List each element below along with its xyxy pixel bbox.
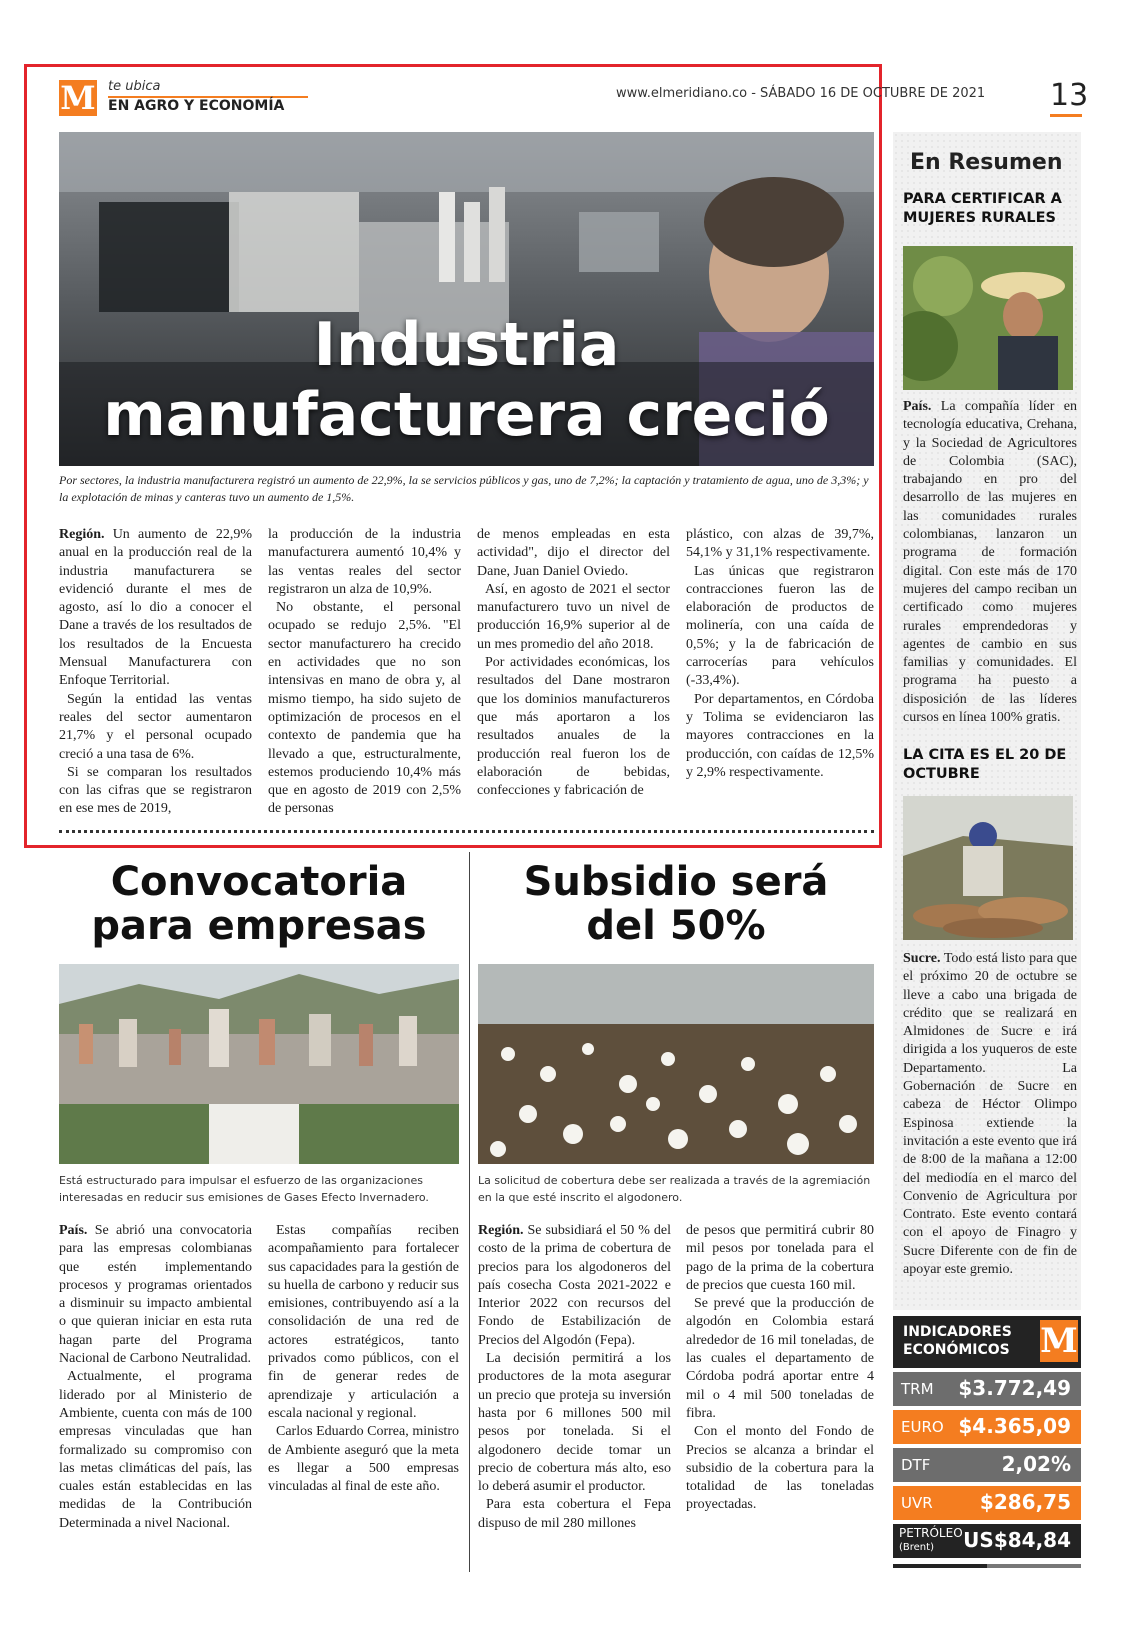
sidebar-title: En Resumen (910, 150, 1063, 175)
indicators-title-line-1: INDICADORES (903, 1324, 1012, 1340)
indicator-value: 2,02% (1001, 1452, 1071, 1476)
paragraph: Así, en agosto de 2021 el sector manufacturero tuvo un nivel de producción 16,9% superior al de un mes promedio del año 2018. (477, 581, 670, 652)
headline-line-2: manufacturera creció (103, 380, 830, 450)
paragraph (478, 1222, 671, 1350)
section-name: EN AGRO Y ECONOMÍA (108, 98, 285, 114)
sidebar-headline-1: PARA CERTIFICAR A MUJERES RURALES (903, 191, 1062, 226)
indicator-euro (893, 1410, 1081, 1444)
photo-caption-subsidio: La solicitud de cobertura debe ser realizada a través de la agremiación en la que esté inscrito el algodonero. (478, 1174, 871, 1204)
indicator-uvr (893, 1486, 1081, 1520)
headline-convocatoria (59, 860, 459, 948)
headline-subsidio (478, 860, 874, 948)
subsidio-column-1 (478, 1222, 671, 1533)
lead-story-column-3 (477, 526, 670, 800)
paragraph: plástico, con alzas de 39,7%, 54,1% y 31,1% respectivamente. (686, 527, 874, 561)
indicator-label-sub: (Brent) (899, 1542, 934, 1553)
lead-story-column-1 (59, 526, 252, 819)
indicator-value: $286,75 (979, 1490, 1071, 1514)
paragraph: de pesos que permitirá cubrir 80 mil pesos por tonelada para el pago de la prima de la cobertura de precios que cuesta 160 mil. (686, 1223, 874, 1293)
photo-rural-woman (903, 246, 1073, 390)
hero-caption: Por sectores, la industria manufacturera registró un aumento de 22,9%, la se servicios públicos y gas, uno de 7,2%; la captación y tratamiento de agua, uno de 3,3%; y la explotación de minas y canteras tuvo un aumento de 1,5%. (59, 473, 869, 504)
section-tagline: te ubica (108, 79, 161, 94)
sidebar-headline-2: LA CITA ES EL 20 DE OCTUBRE (903, 747, 1067, 782)
lead-story-column-2 (268, 526, 461, 819)
paragraph (59, 1222, 252, 1368)
newspaper-logo: M (60, 79, 96, 117)
headline-line-2: para empresas (91, 903, 427, 949)
indicators-logo: M (1040, 1321, 1078, 1361)
headline-line-1: Industria (313, 310, 620, 380)
photo-medellin-city (59, 964, 459, 1164)
paragraph: Según la entidad las ventas reales del sector aumentaron 21,7% y el personal ocupado creció a una tasa de 6%. (59, 691, 252, 762)
indicator-label: UVR (901, 1494, 933, 1512)
paragraph (903, 398, 1077, 727)
indicators-title (903, 1323, 1012, 1359)
paragraph: de menos empleadas en esta actividad", dijo el director del Dane, Juan Daniel Oviedo. (477, 527, 670, 579)
photo-yuca-farmer (903, 796, 1073, 940)
headline-line-2: del 50% (586, 903, 766, 949)
paragraph: Con el monto del Fondo de Precios se alcanza a brindar el subsidio de la cobertura para la totalidad de las toneladas proyectadas. (686, 1424, 874, 1513)
column-divider (469, 852, 470, 1572)
indicator-label: DTF (901, 1456, 931, 1474)
lead-story-column-4 (686, 526, 874, 782)
headline-line-1: Subsidio será (523, 859, 829, 905)
page-number-rule (1050, 114, 1082, 117)
headline-line-1: Convocatoria (110, 859, 408, 905)
paragraph: Si se comparan los resultados con las cifras que se registraron en ese mes de 2019, (59, 764, 252, 817)
subsidio-column-2 (686, 1222, 874, 1515)
paragraph-text: La compañía líder en tecnología educativa, Crehana, y la Sociedad de Agricultores de Colombia (SAC), trabajando en pro del desarrollo de las mujeres en las comunidades rurales colombianas, lanzaron un programa de formación digital. Con este más de 170 mujeres del campo reciban un certificado como mujeres rurales emprendedoras y agentes de cambio en sus familias y comunidades. El programa ha puesto a disposición de las líderes cursos en línea 100% gratis. (903, 399, 1077, 726)
paragraph: Para esta cobertura el Fepa dispuso de mil 280 millones (478, 1497, 671, 1531)
paragraph: Se prevé que la producción de algodón en Colombia estará alrededor de 16 mil toneladas, de las cuales el departamento de Córdoba podrá aportar entre 4 mil o 4 mil 500 toneladas de fibra. (686, 1296, 874, 1421)
indicators-title-line-2: ECONÓMICOS (903, 1342, 1010, 1358)
paragraph: No obstante, el personal ocupado se redujo 2,5%. "El sector manufacturero ha crecido en actividades que no son intensivas en mano de obra y, al mismo tiempo, ha sido sujeto de optimización de procesos en el contexto de pandemia que ha llevado a que, estructuralmente, estemos produciendo 10,4% más que en agosto de 2019 con 2,5% de personas (268, 600, 461, 817)
indicator-value: $4.365,09 (958, 1414, 1071, 1438)
paragraph-text: Todo está listo para que el próximo 20 de octubre se lleve a cabo una brigada de crédito que se realizará en Almidones de Sucre e irá dirigida a los yuqueros de este Departamento. La Gobernación de Sucre en cabeza de Héctor Olimpo Espinosa extiende la invitación a este evento que irá de 8:00 de la mañana a 12:00 del mediodía en el marco del Convenio de Agricultura por Contrato. Este evento contará con el apoyo de Finagro y Sucre Diferente con de fin de apoyar este gremio. (903, 951, 1077, 1278)
paragraph (903, 950, 1077, 1279)
indicators-bottom-rule (893, 1564, 1081, 1568)
convocatoria-column-1 (59, 1222, 252, 1533)
paragraph: Actualmente, el programa liderado por al Ministerio de Ambiente, cuenta con más de 100 empresas vinculadas que han formalizado su compromiso con las metas climáticas del país, las cuales están establecidas en las medidas de la Contribución Determinada a nivel Nacional. (59, 1369, 252, 1531)
headline-industria (59, 310, 874, 450)
indicator-petroleo (893, 1524, 1081, 1558)
page-number: 13 (1050, 78, 1089, 113)
paragraph: Carlos Eduardo Correa, ministro de Ambiente aseguró que la meta es llegar a 500 empresas vinculadas al final de este año. (268, 1424, 459, 1495)
dateline: Región. (478, 1223, 524, 1238)
paragraph-text: Se abrió una convocatoria para las empresas colombianas que estén implementando procesos y programas orientados a disminuir su impacto ambiental o que quieran iniciar en esta ruta hagan parte del Programa Nacional de Carbono Neutralidad. (59, 1223, 252, 1367)
convocatoria-column-2 (268, 1222, 459, 1496)
paragraph: Por actividades económicas, los resultados del Dane mostraron que los dominios manufactureros que más aportaron a los resultados anuales de la producción real fueron los de elaboración de bebidas, confecciones y fabricación de (477, 655, 670, 799)
photo-caption-convocatoria: Está estructurado para impulsar el esfuerzo de las organizaciones interesadas en reducir sus emisiones de Gases Efecto Invernadero. (59, 1174, 429, 1204)
indicator-trm (893, 1372, 1081, 1406)
indicator-value: US$84,84 (963, 1528, 1071, 1552)
paragraph: Por departamentos, en Córdoba y Tolima se evidenciaron las mayores contracciones en la producción, con caídas de 12,5% y 2,9% respectivamente. (686, 691, 874, 780)
indicator-dtf (893, 1448, 1081, 1482)
paragraph: Estas compañías reciben acompañamiento para fortalecer sus capacidades para la gestión de su huella de carbono y reducir sus emisiones, contribuyendo así a la consolidación de una red de actores estratégicos, tanto privados como públicos, con el fin de generar redes de aprendizaje y articulación a escala nacional y regional. (268, 1223, 459, 1421)
paragraph (59, 526, 252, 691)
indicator-value: $3.772,49 (958, 1376, 1071, 1400)
indicator-label: TRM (901, 1380, 934, 1398)
dateline: Sucre. (903, 951, 941, 966)
paragraph: La decisión permitirá a los productores de la mota asegurar un precio que proteja su inversión hasta por 6 millones 500 mil pesos por tonelada. Si el algodonero decide tomar un precio de cobertura más alto, eso lo deberá asumir el productor. (478, 1351, 671, 1495)
sidebar-text-2 (903, 950, 1077, 1279)
sidebar-text-1 (903, 398, 1077, 727)
site-and-date: www.elmeridiano.co - SÁBADO 16 DE OCTUBRE DE 2021 (616, 86, 986, 101)
paragraph: la producción de la industria manufacturera aumentó 10,4% y las ventas reales del sector registraron un alza de 10,9%. (268, 527, 461, 597)
paragraph-text: Se subsidiará el 50 % del costo de la prima de cobertura de precios para los algodoneros del país cosecha Costa 2021-2022 e Interior 2022 con recursos del Fondo de Estabilización de Precios del Algodón (Fepa). (478, 1223, 671, 1348)
dotted-divider (59, 830, 874, 833)
indicator-label (899, 1527, 963, 1554)
paragraph-text: Un aumento de 22,9% anual en la producción real de la industria manufacturera se evidenció durante el mes de agosto, así lo dio a conocer el Dane a través de los resultados de los resultados de la Encuesta Mensual Manufacturera con Enfoque Territorial. (59, 527, 252, 689)
dateline: País. (903, 399, 932, 414)
indicator-label: EURO (901, 1418, 944, 1436)
photo-cotton-field (478, 964, 874, 1164)
paragraph: Las únicas que registraron contracciones fueron las de elaboración de productos de molinería, con una caída de 0,5%; y la de fabricación de carrocerías para vehículos (-33,4%). (686, 563, 874, 689)
indicator-label-main: PETRÓLEO (899, 1526, 963, 1540)
dateline: País. (59, 1223, 88, 1238)
dateline: Región. (59, 527, 105, 542)
